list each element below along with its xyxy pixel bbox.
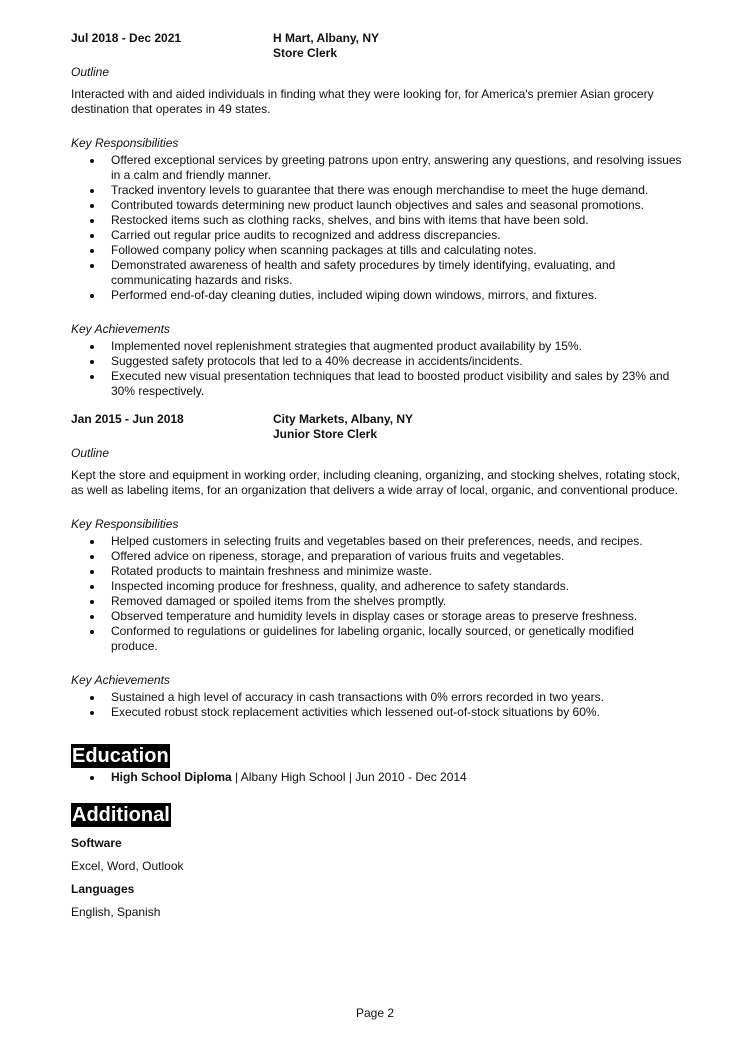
responsibilities-list: [71, 534, 683, 654]
list-item: Carried out regular price audits to recognized and address discrepancies.: [71, 228, 683, 243]
outline-text: Kept the store and equipment in working order, including cleaning, organizing, and stocking shelves, rotating stock, as well as labeling items, for an organization that delivers a wide array of local, organic, and conventional produce.: [71, 468, 681, 497]
job-title: Junior Store Clerk: [273, 427, 378, 441]
page-number: Page 2: [355, 1006, 395, 1020]
list-item: Rotated products to maintain freshness and minimize waste.: [71, 564, 683, 579]
list-item: Demonstrated awareness of health and safety procedures by timely identifying, evaluating, and communicating hazards and risks.: [71, 258, 683, 288]
job-entry: [71, 31, 683, 399]
outline-label: Outline: [71, 65, 110, 79]
list-item: Offered advice on ripeness, storage, and preparation of various fruits and vegetables.: [71, 549, 683, 564]
job-company: City Markets, Albany, NY: [273, 412, 414, 426]
list-item: Sustained a high level of accuracy in cash transactions with 0% errors recorded in two years.: [71, 690, 683, 705]
list-item: Observed temperature and humidity levels in display cases or storage areas to preserve freshness.: [71, 609, 683, 624]
responsibilities-list: [71, 153, 683, 303]
job-title: Store Clerk: [273, 46, 338, 60]
outline-text: Interacted with and aided individuals in finding what they were looking for, for America's premier Asian grocery destination that operates in 49 states.: [71, 87, 654, 116]
list-item: Implemented novel replenishment strategies that augmented product availability by 15%.: [71, 339, 683, 354]
additional-section: [71, 803, 683, 920]
responsibilities-label: Key Responsibilities: [71, 517, 179, 531]
achievements-list: [71, 339, 683, 399]
list-item: [71, 770, 683, 785]
list-item: Tracked inventory levels to guarantee that there was enough merchandise to meet the huge demand.: [71, 183, 683, 198]
achievements-label: Key Achievements: [71, 673, 170, 687]
job-company: H Mart, Albany, NY: [273, 31, 380, 45]
education-section: [71, 744, 683, 785]
job-dates: Jan 2015 - Jun 2018: [71, 412, 184, 426]
list-item: Followed company policy when scanning packages at tills and calculating notes.: [71, 243, 683, 258]
list-item: Executed new visual presentation techniques that lead to boosted product visibility and sales by 23% and 30% respectively.: [71, 369, 683, 399]
education-list: [71, 770, 683, 785]
job-header: [71, 31, 683, 61]
outline-label: Outline: [71, 446, 110, 460]
resume-page: [71, 31, 683, 920]
software-value: Excel, Word, Outlook: [71, 859, 184, 873]
achievements-list: [71, 690, 683, 720]
list-item: Helped customers in selecting fruits and vegetables based on their preferences, needs, and recipes.: [71, 534, 683, 549]
languages-value: English, Spanish: [71, 905, 161, 919]
education-heading: Education: [72, 745, 169, 767]
languages-label: Languages: [71, 882, 135, 896]
degree-details: | Albany High School | Jun 2010 - Dec 2014: [231, 770, 467, 784]
responsibilities-label: Key Responsibilities: [71, 136, 179, 150]
job-header: [71, 412, 683, 442]
job-entry: [71, 412, 683, 720]
list-item: Restocked items such as clothing racks, shelves, and bins with items that have been sold.: [71, 213, 683, 228]
degree-name: High School Diploma: [111, 770, 232, 784]
list-item: Executed robust stock replacement activities which lessened out-of-stock situations by 60%.: [71, 705, 683, 720]
list-item: Performed end-of-day cleaning duties, included wiping down windows, mirrors, and fixtures.: [71, 288, 683, 303]
list-item: Contributed towards determining new product launch objectives and sales and seasonal promotions.: [71, 198, 683, 213]
list-item: Inspected incoming produce for freshness, quality, and adherence to safety standards.: [71, 579, 683, 594]
list-item: Conformed to regulations or guidelines for labeling organic, locally sourced, or genetically modified produce.: [71, 624, 683, 654]
job-dates: Jul 2018 - Dec 2021: [71, 31, 182, 45]
software-label: Software: [71, 836, 122, 850]
additional-heading: Additional: [72, 804, 170, 826]
list-item: Suggested safety protocols that led to a 40% decrease in accidents/incidents.: [71, 354, 683, 369]
list-item: Removed damaged or spoiled items from the shelves promptly.: [71, 594, 683, 609]
list-item: Offered exceptional services by greeting patrons upon entry, answering any questions, and resolving issues in a calm and friendly manner.: [71, 153, 683, 183]
achievements-label: Key Achievements: [71, 322, 170, 336]
